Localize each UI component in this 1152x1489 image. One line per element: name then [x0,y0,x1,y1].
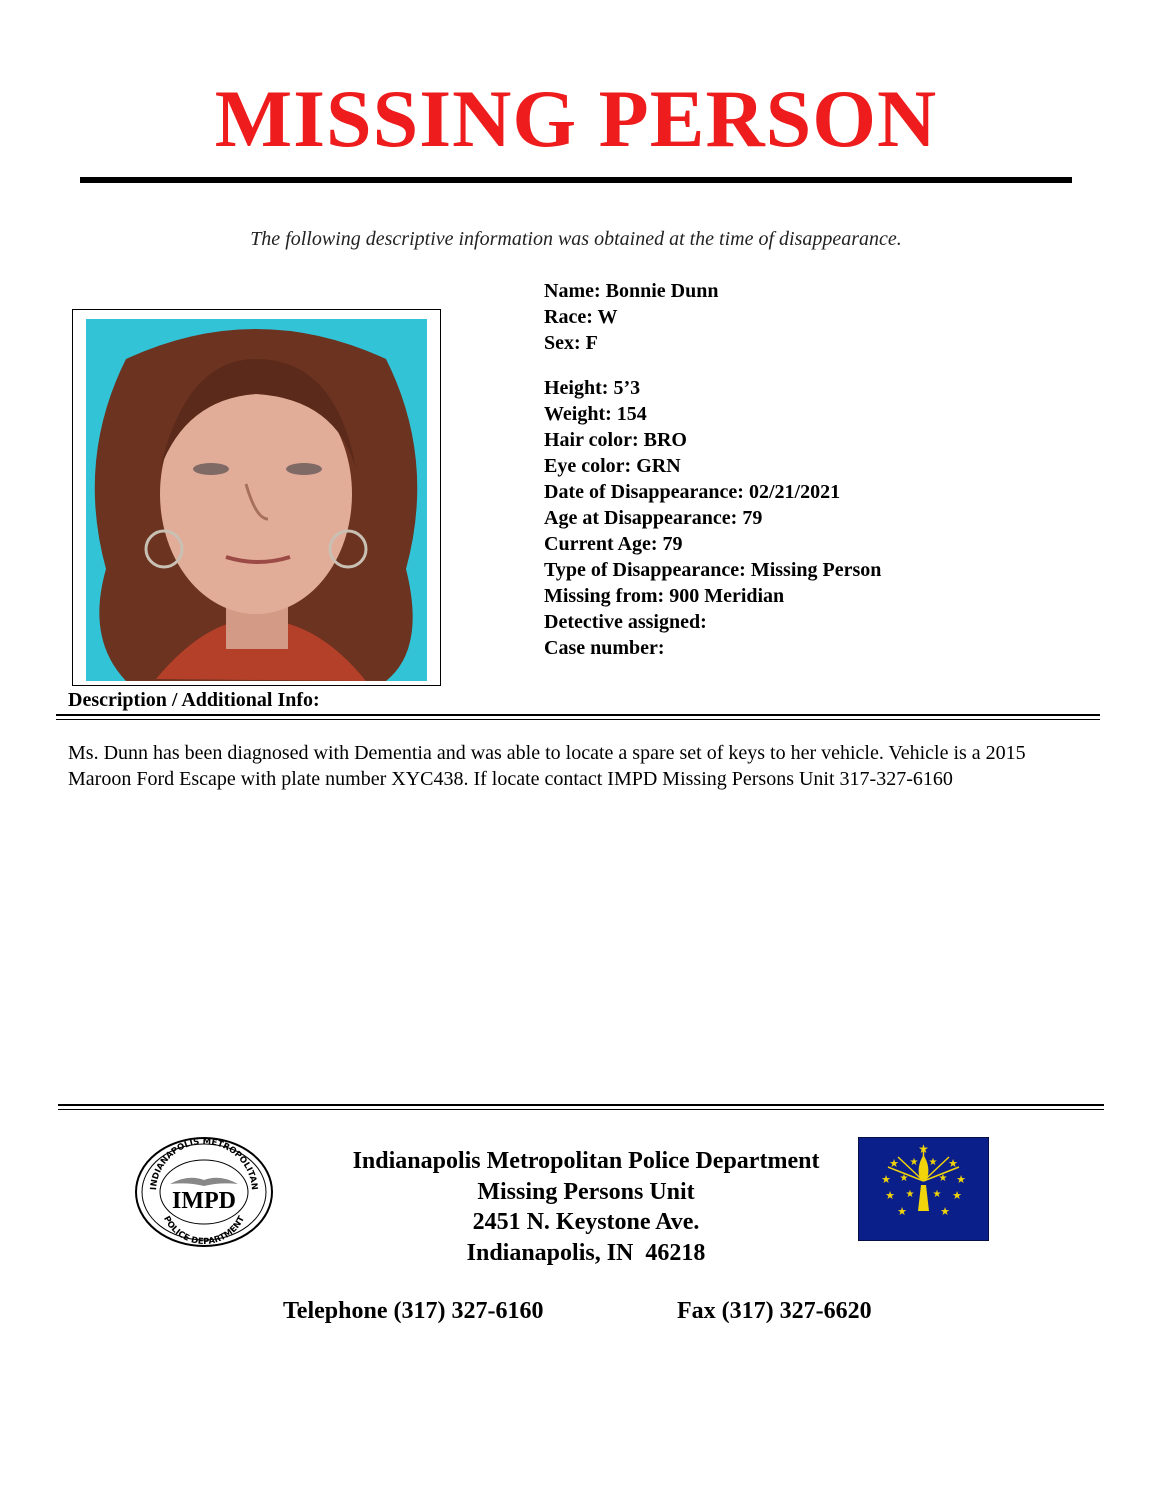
detail-missing-from [544,583,881,609]
svg-text:★: ★ [899,1173,909,1184]
impd-seal-logo [134,1136,274,1248]
svg-text:★: ★ [956,1174,966,1186]
svg-text:★: ★ [952,1190,962,1202]
detail-detective-assigned [544,609,881,635]
field-label: Detective assigned: [544,611,707,633]
svg-text:★: ★ [932,1189,942,1200]
agency-address-block [316,1146,856,1268]
agency-unit: Missing Persons Unit [477,1178,695,1205]
telephone-number: Telephone (317) 327-6160 [283,1298,544,1324]
svg-text:★: ★ [905,1189,915,1200]
field-label: Missing from: [544,585,665,607]
svg-text:★: ★ [918,1142,929,1156]
svg-text:★: ★ [897,1206,907,1218]
spacer [544,356,881,375]
agency-city: Indianapolis, IN 46218 [466,1239,706,1266]
field-label: Eye color: [544,455,632,477]
detail-date-of-disappearance [544,479,881,505]
indiana-flag-icon [858,1137,989,1241]
field-value: 5’3 [613,377,641,399]
svg-text:★: ★ [885,1190,895,1202]
svg-text:★: ★ [940,1206,950,1218]
field-value: BRO [643,429,687,451]
detail-sex [544,330,881,356]
person-details [544,278,881,661]
title-divider [80,177,1072,183]
field-label: Height: [544,377,609,399]
field-value: GRN [636,455,681,477]
seal-top-text: INDIANAPOLIS METROPOLITAN [149,1136,260,1191]
field-label: Race: [544,306,593,328]
svg-text:★: ★ [889,1158,899,1170]
fax-number: Fax (317) 327-6620 [677,1298,872,1324]
field-label: Date of Disappearance: [544,481,744,503]
missing-person-photo [86,319,427,681]
description-heading: Description / Additional Info: [68,689,320,711]
svg-text:★: ★ [938,1173,948,1184]
field-value: W [597,306,618,328]
detail-eye-color [544,453,881,479]
page-title: MISSING PERSON [214,73,938,164]
description-divider-top [56,714,1100,716]
field-value: Bonnie Dunn [605,280,719,302]
field-label: Current Age: [544,533,658,555]
svg-text:★: ★ [928,1157,938,1168]
detail-race [544,304,881,330]
footer-divider-bottom [58,1109,1104,1110]
field-label: Type of Disappearance: [544,559,746,581]
agency-street: 2451 N. Keystone Ave. [472,1209,700,1235]
detail-age-at-disappearance [544,505,881,531]
field-label: Age at Disappearance: [544,507,738,529]
detail-name [544,278,881,304]
field-value: F [585,332,598,354]
field-value: 900 Meridian [669,585,785,607]
detail-current-age [544,531,881,557]
field-value: Missing Person [750,559,882,581]
field-label: Sex: [544,332,581,354]
field-label: Case number: [544,637,665,659]
agency-name: Indianapolis Metropolitan Police Department [352,1148,820,1174]
svg-text:★: ★ [948,1158,958,1170]
field-value: 154 [616,403,647,425]
svg-text:★: ★ [909,1157,919,1168]
field-value: 79 [662,533,683,555]
subtitle: The following descriptive information was obtained at the time of disappearance. [250,228,902,250]
field-value: 02/21/2021 [748,481,841,503]
seal-bottom-text: POLICE DEPARTMENT [161,1214,247,1248]
field-label: Name: [544,280,601,302]
footer-divider-top [58,1104,1104,1106]
field-label: Hair color: [544,429,639,451]
detail-weight [544,401,881,427]
seal-center-text: IMPD [172,1188,236,1214]
detail-height [544,375,881,401]
svg-text:★: ★ [881,1174,891,1186]
detail-type-of-disappearance [544,557,881,583]
detail-hair-color [544,427,881,453]
description-divider-bottom [56,719,1100,720]
detail-case-number [544,635,881,661]
field-value: 79 [742,507,763,529]
description-text: Ms. Dunn has been diagnosed with Dementia and was able to locate a spare set of keys to her vehicle. Vehicle is a 2015 Maroon Ford Escape with plate number XYC438. If locate contact IMPD Missing Persons Unit 317-327-6160 [68,742,1026,790]
field-label: Weight: [544,403,612,425]
photo-frame [72,309,441,686]
